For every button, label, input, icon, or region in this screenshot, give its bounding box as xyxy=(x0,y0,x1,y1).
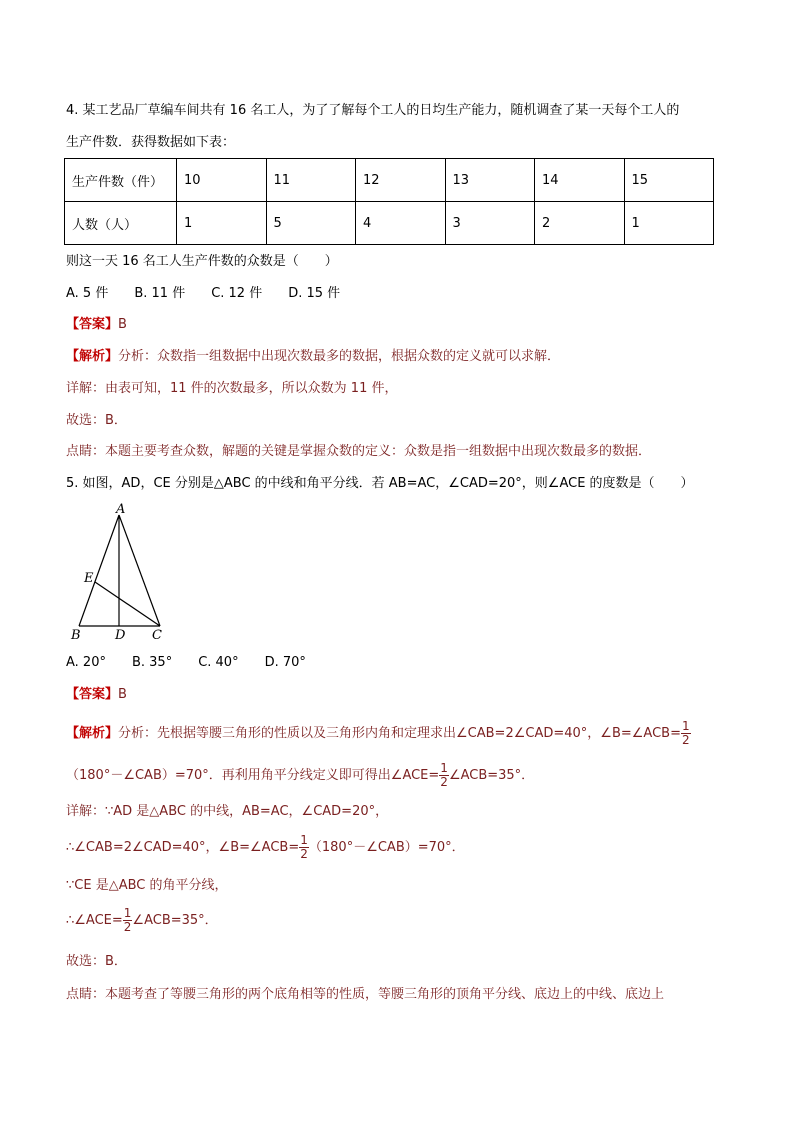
q4-question: 则这一天 16 名工人生产件数的众数是（ ） xyxy=(66,254,338,269)
analysis-text: 分析：先根据等腰三角形的性质以及三角形内角和定理求出∠CAB=2∠CAD=40°，∠B=∠ACB= xyxy=(118,726,681,741)
table-cell: 14 xyxy=(535,159,625,202)
answer-tag: 【答案】 xyxy=(66,687,119,702)
analysis-text-c: ∠ACB=35°． xyxy=(448,768,535,783)
label-d: D xyxy=(115,628,126,643)
q5-detail3: ∵CE 是△ABC 的角平分线， xyxy=(66,878,228,893)
table-cell: 3 xyxy=(445,202,535,245)
analysis-tag: 【解析】 xyxy=(66,726,119,741)
detail2-text-b: （180°－∠CAB）=70°． xyxy=(308,840,465,855)
table-cell: 4 xyxy=(356,202,446,245)
table-row xyxy=(65,202,714,245)
table-cell: 1 xyxy=(177,202,267,245)
fraction-half: $\frac{1}{2}$ xyxy=(300,833,308,861)
q4-comment: 点睛：本题主要考查众数，解题的关键是掌握众数的定义：众数是指一组数据中出现次数最多的数据． xyxy=(66,444,652,459)
q4-answer xyxy=(66,316,127,334)
table-cell: 12 xyxy=(356,159,446,202)
q4-data-table xyxy=(64,158,714,245)
fraction-half: $\frac{1}{2}$ xyxy=(123,906,132,934)
triangle-figure xyxy=(66,500,176,645)
q4-stem-line2: 生产件数．获得数据如下表： xyxy=(66,135,236,150)
side-ac xyxy=(119,515,160,626)
q5-choose: 故选：B． xyxy=(66,954,127,969)
q4-choose: 故选：B． xyxy=(66,413,127,428)
table-cell: 5 xyxy=(266,202,356,245)
q5-comment: 点睛：本题考查了等腰三角形的两个底角相等的性质，等腰三角形的顶角平分线、底边上的中线、底边上 xyxy=(66,987,665,1002)
detail4-text-b: ∠ACB=35°． xyxy=(132,913,218,928)
fraction-half: $\frac{1}{2}$ xyxy=(681,719,690,747)
analysis-text: 分析：众数指一组数据中出现次数最多的数据，根据众数的定义就可以求解． xyxy=(118,349,561,364)
analysis-tag: 【解析】 xyxy=(66,349,119,364)
q5-detail4 xyxy=(66,907,218,934)
label-a: A xyxy=(116,502,126,517)
label-c: C xyxy=(152,628,162,643)
q5-detail1: 详解：∵AD 是△ABC 的中线，AB=AC，∠CAD=20°， xyxy=(66,804,389,819)
table-row xyxy=(65,159,714,202)
table-cell: 13 xyxy=(445,159,535,202)
label-b: B xyxy=(71,628,81,643)
bisector-ce xyxy=(95,582,160,626)
q5-analysis-line2 xyxy=(66,762,534,789)
answer-tag: 【答案】 xyxy=(66,317,119,332)
q4-options: A. 5 件 B. 11 件 C. 12 件 D. 15 件 xyxy=(66,286,341,301)
table-cell: 15 xyxy=(624,159,714,202)
q4-stem-line1: 4. 某工艺品厂草编车间共有 16 名工人，为了了解每个工人的日均生产能力，随机调查了某一天每个工人的 xyxy=(66,103,680,118)
table-cell: 2 xyxy=(535,202,625,245)
q5-stem: 5. 如图，AD，CE 分别是△ABC 的中线和角平分线．若 AB=AC，∠CAD=20°，则∠ACE 的度数是（ ） xyxy=(66,476,694,491)
table-cell: 10 xyxy=(177,159,267,202)
table-cell: 人数（人） xyxy=(65,202,177,245)
q4-detail: 详解：由表可知，11 件的次数最多，所以众数为 11 件， xyxy=(66,381,398,396)
fraction-half: $\frac{1}{2}$ xyxy=(440,761,448,789)
detail2-text-a: ∴∠CAB=2∠CAD=40°，∠B=∠ACB= xyxy=(66,840,300,855)
table-cell: 11 xyxy=(266,159,356,202)
label-e: E xyxy=(84,571,94,586)
answer-value: B xyxy=(118,687,127,702)
table-cell: 生产件数（件） xyxy=(65,159,177,202)
analysis-text-b: （180°－∠CAB）=70°．再利用角平分线定义即可得出∠ACE= xyxy=(66,768,440,783)
q5-analysis-line1 xyxy=(66,720,691,747)
q5-detail2 xyxy=(66,834,465,861)
answer-value: B xyxy=(118,317,127,332)
q5-options: A. 20° B. 35° C. 40° D. 70° xyxy=(66,655,306,670)
table-cell: 1 xyxy=(624,202,714,245)
detail4-text-a: ∴∠ACE= xyxy=(66,913,123,928)
q4-analysis xyxy=(66,348,560,366)
q5-answer xyxy=(66,686,127,704)
